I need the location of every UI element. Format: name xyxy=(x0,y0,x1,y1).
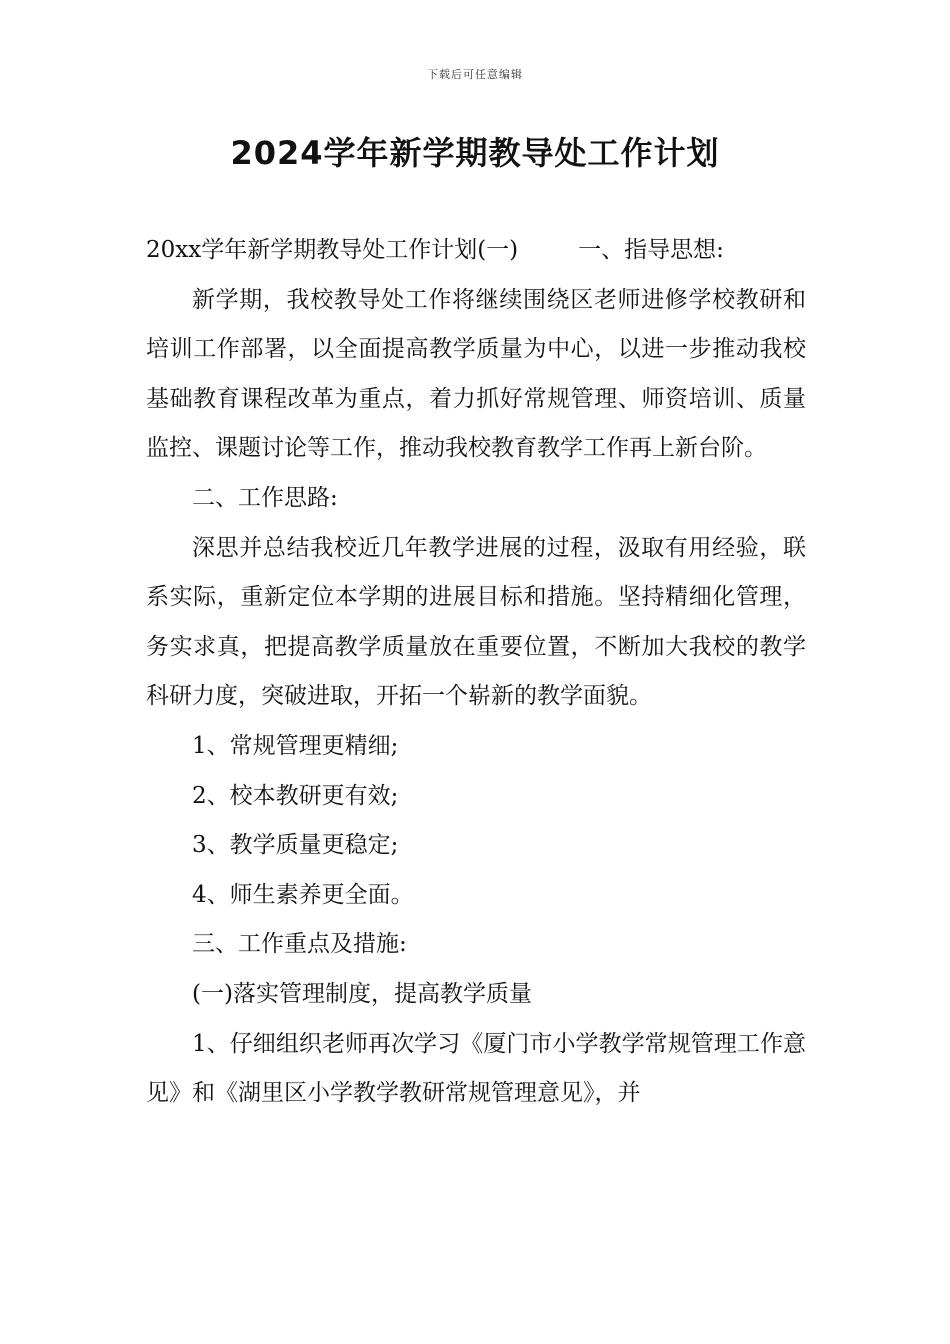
section-heading-3: 三、工作重点及措施: xyxy=(192,931,407,958)
goal-item: 2、校本教研更有效; xyxy=(192,782,399,809)
paragraph-measure-1: 1、仔细组织老师再次学习《厦门市小学教学常规管理工作意见》和《湖里区小学教学教研常规管理意见》，并 xyxy=(146,1030,806,1107)
goal-item: 1、常规管理更精细; xyxy=(192,732,399,759)
document-subtitle: 20xx学年新学期教导处工作计划(一) xyxy=(146,237,519,263)
subtitle-line xyxy=(146,226,806,276)
section-heading-2: 二、工作思路: xyxy=(192,484,338,511)
document-body xyxy=(146,226,806,1119)
goal-item: 4、师生素养更全面。 xyxy=(192,881,414,908)
subsection-heading-1: (一)落实管理制度，提高教学质量 xyxy=(192,980,532,1007)
document-title: 2024学年新学期教导处工作计划 xyxy=(230,134,720,172)
header-note: 下载后可任意编辑 xyxy=(427,68,523,81)
section-heading-1: 一、指导思想: xyxy=(578,237,724,263)
paragraph-guiding-thought: 新学期，我校教导处工作将继续围绕区老师进修学校教研和培训工作部署，以全面提高教学质量为中心，以进一步推动我校基础教育课程改革为重点，着力抓好常规管理、师资培训、质量监控、课题讨论等工作，推动我校教育教学工作再上新台阶。 xyxy=(146,286,806,462)
paragraph-work-approach: 深思并总结我校近几年教学进展的过程，汲取有用经验，联系实际，重新定位本学期的进展目标和措施。坚持精细化管理，务实求真，把提高教学质量放在重要位置，不断加大我校的教学科研力度，突破进取，开拓一个崭新的教学面貌。 xyxy=(146,534,806,710)
goal-item: 3、教学质量更稳定; xyxy=(192,832,399,859)
